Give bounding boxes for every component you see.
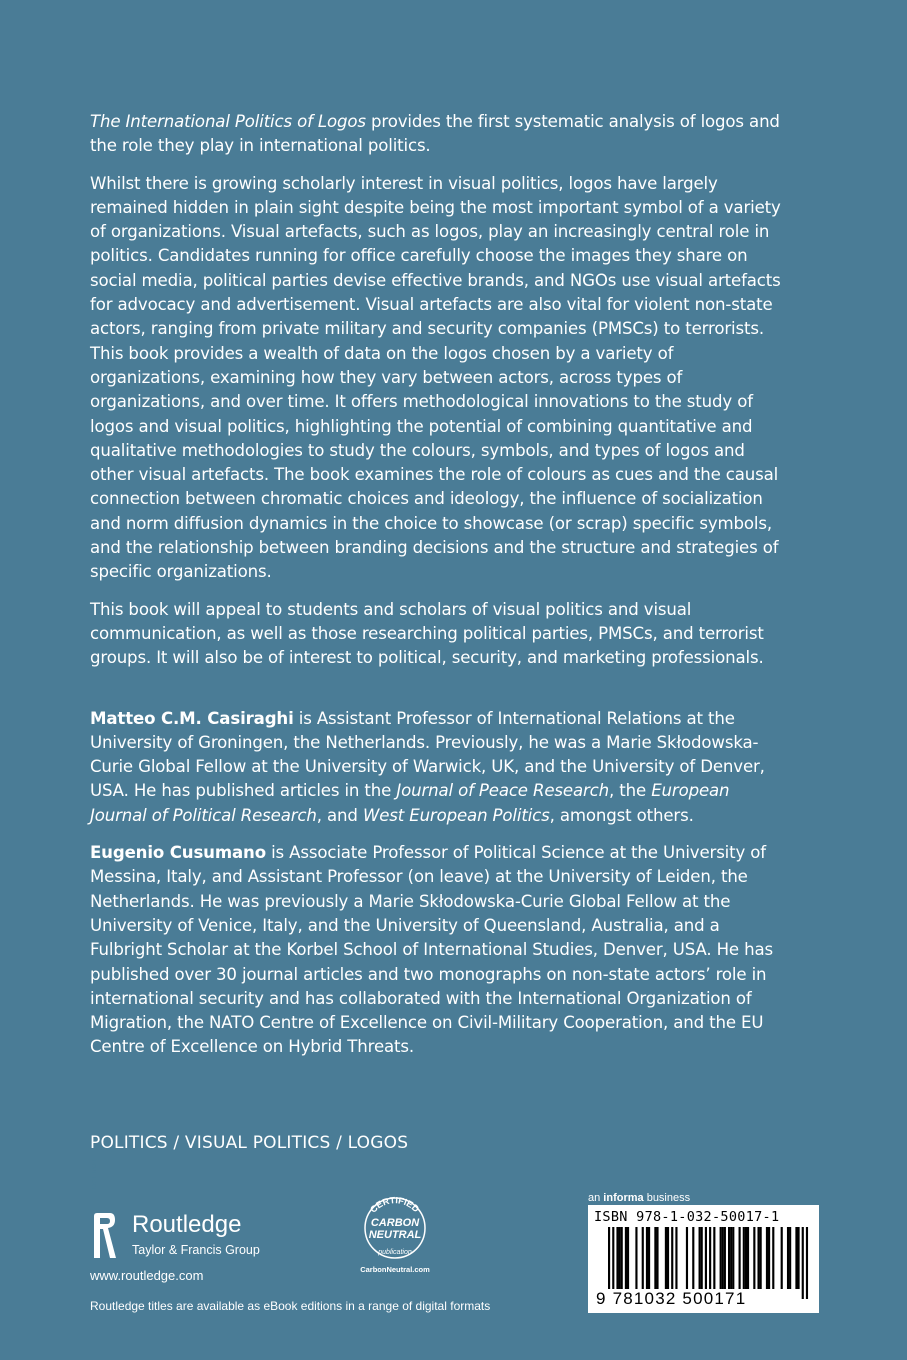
isbn-barcode	[588, 1205, 819, 1313]
barcode-bar	[686, 1227, 688, 1289]
barcode-bar	[621, 1227, 623, 1289]
barcode-bar	[722, 1227, 724, 1289]
barcode-bar	[768, 1227, 770, 1289]
barcode-bar	[787, 1227, 789, 1289]
barcode-bar	[625, 1227, 627, 1289]
barcode-bar	[795, 1227, 797, 1289]
barcode-bar	[642, 1227, 644, 1289]
ebook-note: Routledge titles are available as eBook editions in a range of digital formats	[90, 1299, 491, 1313]
barcode-digits: 9 781032 500171	[596, 1289, 747, 1308]
publication-label: publication	[378, 1249, 412, 1256]
certified-label: CERTIFIED	[368, 1195, 422, 1215]
barcode-bar	[665, 1227, 667, 1289]
publisher-url: www.routledge.com	[90, 1268, 204, 1283]
journal-name: West European Politics	[362, 805, 550, 825]
barcode-bar	[789, 1227, 791, 1289]
barcode-bar	[766, 1227, 768, 1289]
publisher-name: Routledge	[132, 1211, 242, 1238]
journal-name: European Journal of Political Research	[90, 781, 730, 825]
carbon-neutral-badge	[350, 1190, 440, 1280]
barcode-bar	[619, 1227, 621, 1289]
author-bio-casiraghi: Matteo C.M. Casiraghi is Assistant Professor of International Relations at the University of Groningen, the Netherlands. Previously, he was a Marie Skłodowska-Curie Global Fellow at the University of Warwick, UK, and the University of Denver, USA. He has published articles in the Journal of Peace Research, the European Journal of Political Research, and West European Politics, amongst others.	[90, 708, 765, 825]
barcode-bar	[760, 1227, 762, 1289]
barcode-bar	[656, 1227, 658, 1289]
barcode-bar	[757, 1227, 759, 1289]
barcode-bar	[730, 1227, 732, 1289]
barcode-bar	[739, 1227, 741, 1289]
barcode-bar	[728, 1227, 730, 1289]
barcode-bar	[671, 1227, 673, 1289]
barcode-bar	[753, 1227, 755, 1289]
carbon-label: CARBON	[370, 1217, 420, 1229]
barcode-bar	[646, 1227, 648, 1289]
routledge-emblem-icon	[90, 1160, 118, 1262]
barcode-bar	[701, 1227, 703, 1289]
barcode-bar	[732, 1227, 734, 1289]
barcode-bar	[648, 1227, 650, 1289]
barcode-bar	[616, 1227, 618, 1289]
journal-name: Journal of Peace Research	[396, 781, 610, 801]
isbn-label: ISBN 978-1-032-50017-1	[594, 1209, 780, 1225]
barcode-bar	[797, 1227, 799, 1289]
book-title: The International Politics of Logos	[90, 112, 366, 131]
neutral-label: NEUTRAL	[368, 1229, 422, 1241]
barcode-bar	[802, 1227, 804, 1299]
blurb-audience: This book will appeal to students and scholars of visual politics and visual communication, as well as those researching political parties, PMSCs, and terrorist groups. It will also be of interest to political, security, and marketing professionals.	[90, 599, 764, 668]
barcode-bar	[635, 1227, 637, 1289]
carbon-site-label: CarbonNeutral.com	[360, 1265, 430, 1274]
barcode-bar	[781, 1227, 783, 1289]
subject-category: POLITICS / VISUAL POLITICS / LOGOS	[90, 1133, 409, 1153]
informa-tagline: an informa business	[588, 1192, 691, 1204]
blurb-intro	[90, 110, 790, 159]
author-name: Matteo C.M. Casiraghi	[90, 708, 294, 728]
author-name: Eugenio Cusumano	[90, 843, 266, 863]
barcode-bar	[699, 1227, 701, 1289]
barcode-bar	[745, 1227, 747, 1289]
barcode-bar	[720, 1227, 722, 1289]
author-bio-cusumano: Eugenio Cusumano is Associate Professor of Political Science at the University of Messina, Italy, and Assistant Professor (on leave) at the University of Leiden, the Netherlands. He was previously a Marie Skłodowska-Curie Global Fellow at the University of Venice, Italy, and the University of Queensland, Australia, and a Fulbright Scholar at the Korbel School of International Studies, Denver, USA. He has published over 30 journal articles and two monographs on non-state actors’ role in international security and has collaborated with the International Organization of Migration, the NATO Centre of Excellence on Civil-Military Cooperation, and the EU Centre of Excellence on Hybrid Threats.	[90, 843, 773, 1057]
barcode-bar	[772, 1227, 774, 1289]
publisher-group: Taylor & Francis Group	[132, 1243, 260, 1257]
barcode-bar	[747, 1227, 749, 1289]
barcode-bar	[667, 1227, 669, 1289]
barcode-bar	[724, 1227, 726, 1289]
back-cover-text	[90, 110, 790, 1073]
barcode-bar	[806, 1227, 808, 1299]
routledge-logo	[90, 1160, 310, 1270]
barcode-bar	[713, 1227, 715, 1289]
blurb-body: Whilst there is growing scholarly interest in visual politics, logos have largely remained hidden in plain sight despite being the most important symbol of a variety of organizations. Visual artefacts, such as logos, play an increasingly central role in politics. Candidates running for office carefully choose the images they share on social media, political parties devise effective brands, and NGOs use visual artefacts for advocacy and advertisement. Visual artefacts are also vital for violent non-state actors, ranging from private military and security companies (PMSCs) to terrorists. This book provides a wealth of data on the logos chosen by a variety of organizations, examining how they vary between actors, across types of organizations, and over time. It offers methodological innovations to the study of logos and visual politics, highlighting the potential of combining quantitative and qualitative methodologies to study the colours, symbols, and types of logos and other visual artefacts. The book examines the role of colours as cues and the causal connection between chromatic choices and ideology, the influence of socialization and norm diffusion dynamics in the choice to showcase (or scrap) specific symbols, and the relationship between branding decisions and the structure and strategies of specific organizations.	[90, 173, 781, 582]
barcode-bar	[692, 1227, 694, 1289]
barcode-bar	[654, 1227, 656, 1289]
barcode-bar	[675, 1227, 677, 1289]
barcode-bar	[743, 1227, 745, 1289]
barcode-bar	[627, 1227, 629, 1289]
blurb-intro-text: provides the first systematic analysis of logos and the role they play in international politics.	[90, 112, 780, 156]
svg-text:ROUTLEDGE: ROUTLEDGE	[90, 1160, 96, 1192]
